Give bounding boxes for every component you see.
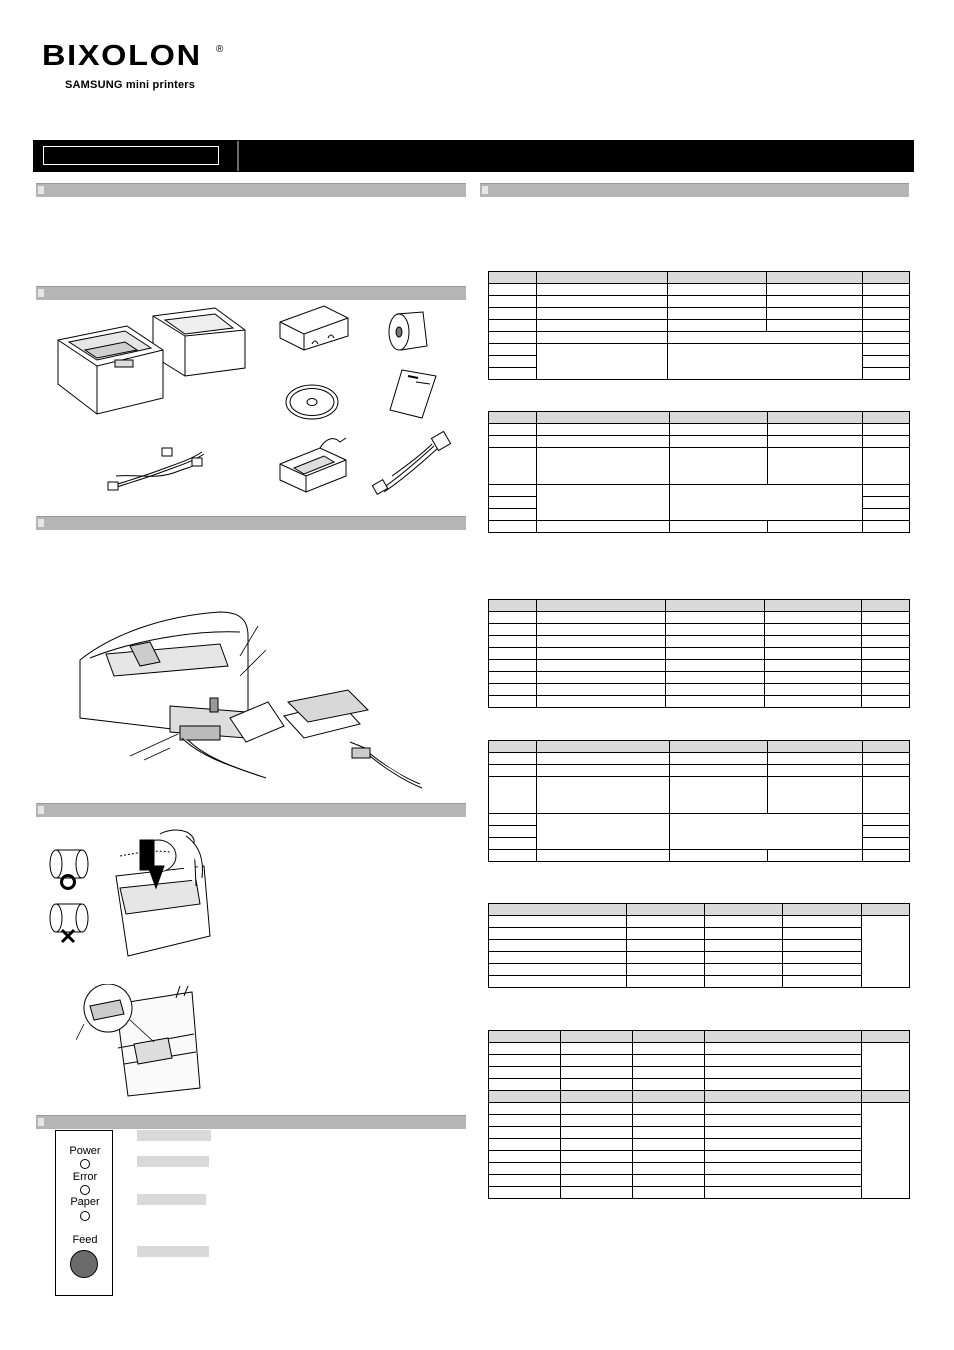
feed-label: Feed (72, 1234, 98, 1246)
connection-illustration (70, 606, 450, 800)
spec-table-4 (488, 740, 910, 862)
power-adapter-illustration (276, 432, 354, 496)
cd-illustration (284, 378, 340, 422)
interface-cable-illustration (106, 446, 208, 494)
paper-roll-illustration (383, 306, 435, 358)
section-bar-intro (36, 183, 466, 197)
control-panel (55, 1130, 113, 1296)
cross-icon (58, 926, 78, 946)
error-led-icon (80, 1185, 90, 1195)
error-label: Error (72, 1171, 98, 1183)
section-bar-paper (36, 803, 466, 817)
feed-desc-tag (137, 1246, 209, 1257)
paper-label: Paper (70, 1196, 100, 1208)
title-divider (237, 141, 239, 171)
section-bar-specs (480, 183, 909, 197)
cover-accessory-illustration (276, 300, 352, 352)
spec-table-5 (488, 903, 910, 988)
brand-logo: BIXOLON (42, 40, 202, 72)
paper-led-icon (80, 1211, 90, 1221)
manual-illustration (388, 368, 438, 420)
circle-icon (58, 872, 78, 892)
printer-pair-illustration (55, 298, 255, 418)
error-desc-tag (137, 1156, 209, 1167)
spec-table-2 (488, 411, 910, 533)
cutter-detail-illustration (76, 984, 216, 1098)
power-led-icon (80, 1159, 90, 1169)
spec-table-6 (488, 1030, 910, 1199)
power-cord-illustration (372, 430, 456, 496)
title-box (43, 146, 219, 165)
section-bar-panel (36, 1115, 466, 1129)
brand-tagline: SAMSUNG mini printers (65, 79, 196, 91)
spec-table-1 (488, 271, 910, 380)
paper-loading-illustration (100, 826, 214, 962)
registered-mark: ® (216, 44, 224, 55)
paper-desc-tag (137, 1194, 206, 1205)
power-desc-tag (137, 1130, 211, 1141)
power-label: Power (69, 1145, 101, 1157)
feed-button[interactable] (70, 1250, 98, 1278)
section-bar-connection (36, 516, 466, 530)
spec-table-3 (488, 599, 910, 708)
